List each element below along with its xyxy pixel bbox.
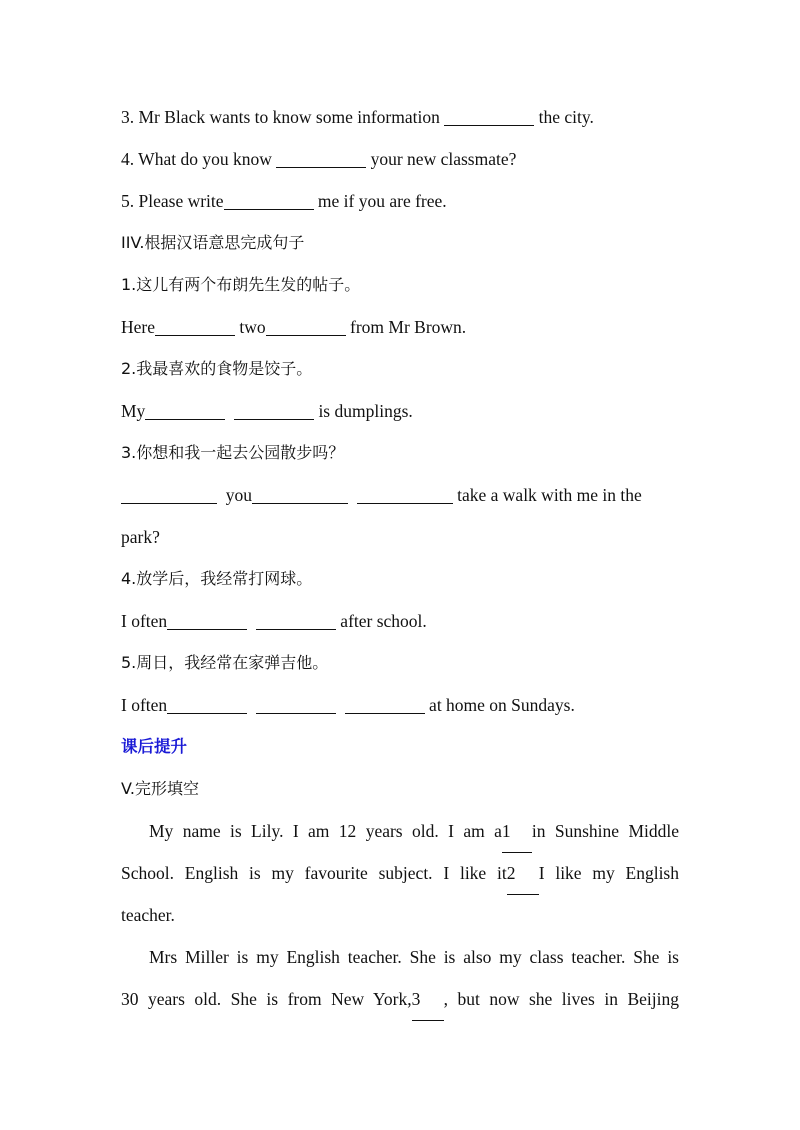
- answer-blank[interactable]: [444, 109, 534, 126]
- question-5: 5. Please write me if you are free.: [121, 191, 447, 211]
- answer-blank[interactable]: [252, 487, 348, 504]
- answer-blank[interactable]: [266, 319, 346, 336]
- sentence-4-english: I often after school.: [121, 611, 427, 631]
- sentence-3-english: you take a walk with me in the: [121, 474, 679, 516]
- cloze-blank-1[interactable]: 1: [502, 810, 532, 853]
- answer-blank[interactable]: [234, 403, 314, 420]
- sentence-3-english-cont: park?: [121, 527, 160, 547]
- answer-blank[interactable]: [256, 613, 336, 630]
- passage-line-4: Mrs Miller is my English teacher. She is also my class teacher. She is: [149, 947, 679, 967]
- answer-blank[interactable]: [167, 613, 247, 630]
- passage-line-5: 30 years old. She is from New York,3 , but now she lives in Beijing: [121, 978, 679, 1020]
- question-4: 4. What do you know your new classmate?: [121, 149, 517, 169]
- passage-line-2: School. English is my favourite subject. I like it2 I like my English: [121, 852, 679, 894]
- sentence-3-chinese: 3.你想和我一起去公园散步吗？: [121, 443, 345, 462]
- answer-blank[interactable]: [276, 151, 366, 168]
- passage-line-1: My name is Lily. I am 12 years old. I am a1 in Sunshine Middle: [121, 810, 679, 852]
- answer-blank[interactable]: [357, 487, 453, 504]
- question-3: 3. Mr Black wants to know some information the city.: [121, 107, 594, 127]
- answer-blank[interactable]: [155, 319, 235, 336]
- answer-blank[interactable]: [224, 193, 314, 210]
- passage-line-3: teacher.: [121, 905, 175, 925]
- sentence-1-chinese: 1.这儿有两个布朗先生发的帖子。: [121, 275, 361, 294]
- sentence-1-english: Here two from Mr Brown.: [121, 317, 467, 337]
- answer-blank[interactable]: [256, 697, 336, 714]
- after-class-heading: 课后提升: [121, 737, 187, 756]
- sentence-5-english: I often at home on Sundays.: [121, 695, 575, 715]
- sentence-2-chinese: 2.我最喜欢的食物是饺子。: [121, 359, 313, 378]
- cloze-blank-2[interactable]: 2: [507, 852, 539, 895]
- worksheet-page: [121, 96, 679, 1020]
- section-5-title: V.完形填空: [121, 779, 199, 798]
- sentence-4-chinese: 4.放学后，我经常打网球。: [121, 569, 313, 588]
- section-4-title: IIV.根据汉语意思完成句子: [121, 233, 305, 252]
- answer-blank[interactable]: [121, 487, 217, 504]
- sentence-5-chinese: 5.周日，我经常在家弹吉他。: [121, 653, 329, 672]
- answer-blank[interactable]: [167, 697, 247, 714]
- cloze-blank-3[interactable]: 3: [412, 978, 444, 1021]
- sentence-2-english: My is dumplings.: [121, 401, 413, 421]
- answer-blank[interactable]: [345, 697, 425, 714]
- answer-blank[interactable]: [145, 403, 225, 420]
